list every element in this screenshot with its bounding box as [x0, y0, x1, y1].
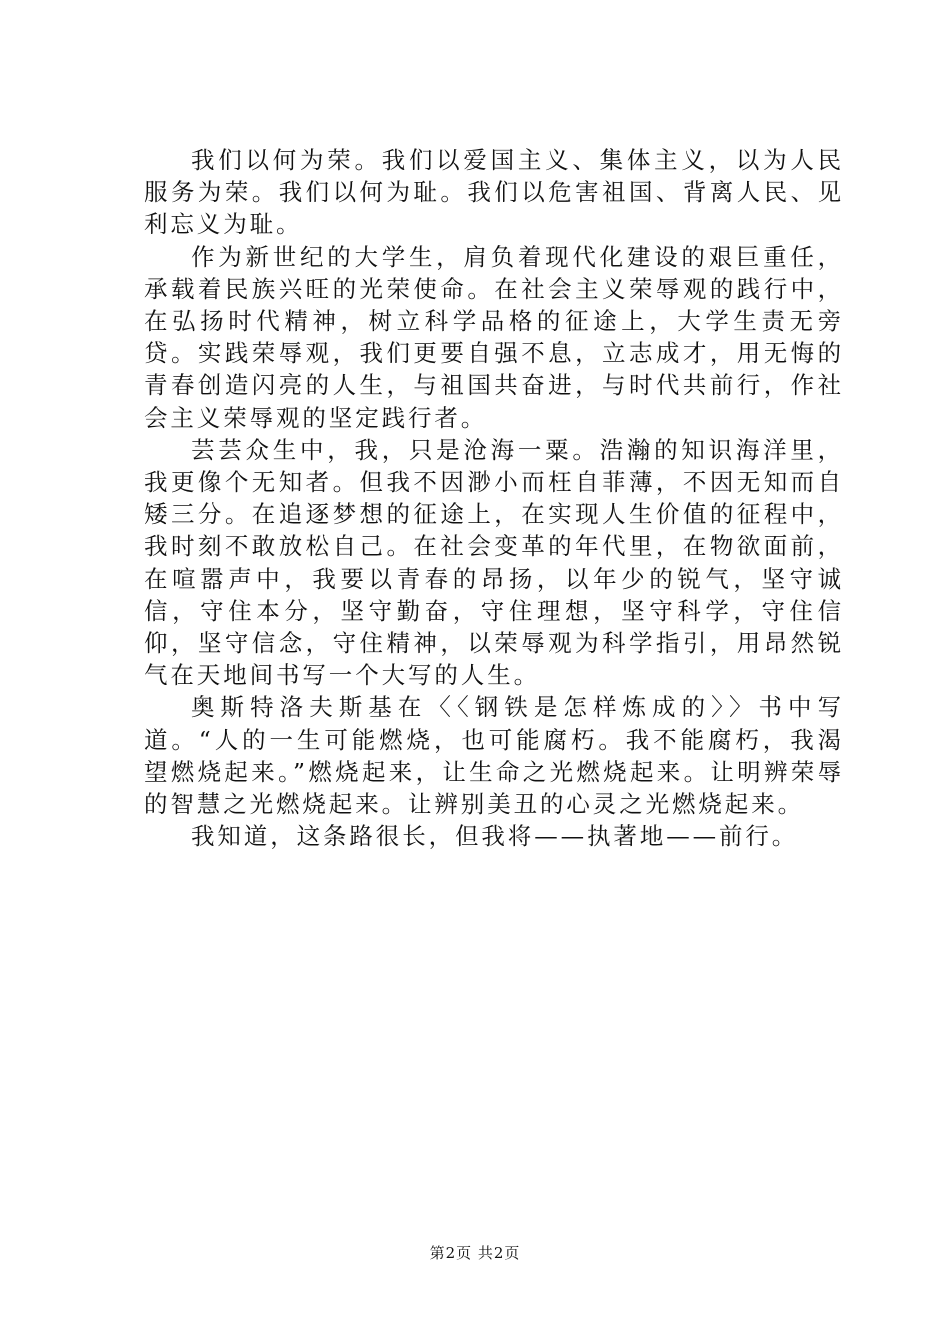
paragraph-3: 芸芸众生中，我，只是沧海一粟。浩瀚的知识海洋里，我更像个无知者。但我不因渺小而枉自菲薄，不因无知而自矮三分。在追逐梦想的征途上，在实现人生价值的征程中，我时刻不敢放松自己。在社会变革的年代里，在物欲面前，在喧嚣声中，我要以青春的昂扬，以年少的锐气，坚守诚信，守住本分，坚守勤奋，守住理想，坚守科学，守住信仰，坚守信念，守住精神，以荣辱观为科学指引，用昂然锐气在天地间书写一个大写的人生。: [144, 435, 844, 690]
paragraph-5: 我知道，这条路很长，但我将——执著地——前行。: [191, 822, 799, 851]
document-body: [144, 144, 844, 852]
paragraph-4: 奥斯特洛夫斯基在〈〈钢铁是怎样炼成的〉〉书中写道。“人的一生可能燃烧，也可能腐朽。我不能腐朽，我渴望燃烧起来。”燃烧起来，让生命之光燃烧起来。让明辨荣辱的智慧之光燃烧起来。让辨别美丑的心灵之光燃烧起来。: [144, 693, 844, 819]
paragraph-2: 作为新世纪的大学生，肩负着现代化建设的艰巨重任，承载着民族兴旺的光荣使命。在社会主义荣辱观的践行中，在弘扬时代精神，树立科学品格的征途上，大学生责无旁贷。实践荣辱观，我们更要自强不息，立志成才，用无悔的青春创造闪亮的人生，与祖国共奋进，与时代共前行，作社会主义荣辱观的坚定践行者。: [144, 242, 844, 432]
paragraph-1: 我们以何为荣。我们以爱国主义、集体主义，以为人民服务为荣。我们以何为耻。我们以危害祖国、背离人民、见利忘义为耻。: [144, 146, 844, 239]
page-footer: 第2页 共2页: [429, 1244, 521, 1262]
